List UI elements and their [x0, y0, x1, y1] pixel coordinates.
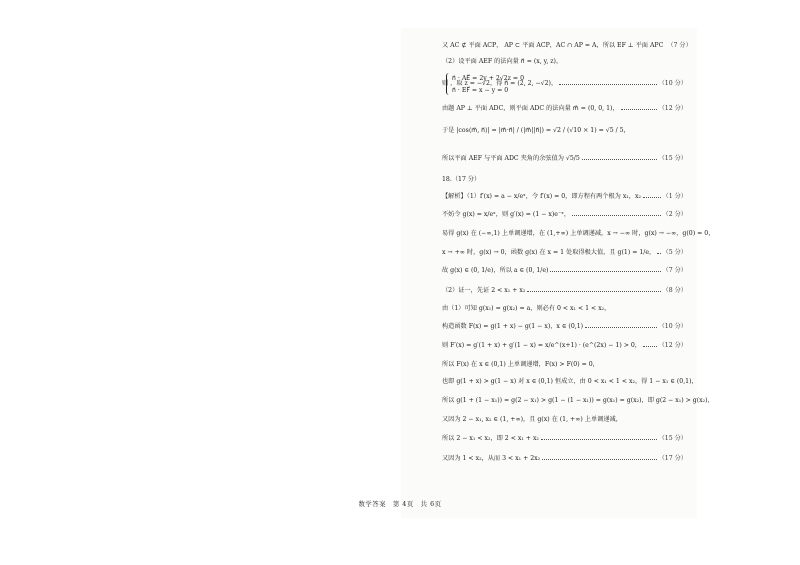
solution-text: 所以 2 − x₁ < x₂，即 2 < x₁ + x₂	[442, 435, 539, 442]
score-label: （12 分）	[658, 105, 687, 112]
score-label: （5 分）	[662, 249, 687, 256]
solution-text: （2）证一，先证 2 < x₁ + x₂	[442, 287, 526, 294]
dot-leader	[643, 196, 661, 198]
solution-text: 又因为 1 < x₂，从而 3 < x₁ + 2x₂	[442, 455, 541, 462]
solution-line	[442, 80, 687, 88]
solution-text: 所以平面 AEF 与平面 ADC 夹角的余弦值为 √5/5	[442, 155, 580, 162]
solution-text: 也即 g(1 + x) > g(1 − x) 对 x ∈ (0,1) 恒成立，由 0 < x₁ < 1 < x₂，得 1 − x₁ ∈ (0,1)，	[442, 378, 698, 385]
solution-line	[442, 342, 687, 350]
solution-text: 又因为 2 − x₁, x₂ ∈ (1, +∞)，且 g(x) 在 (1, +∞) 上单调递减，	[442, 416, 622, 423]
dot-leader	[657, 252, 660, 254]
solution-text: x → +∞ 时，g(x) → 0，函数 g(x) 在 x = 1 处取得极大值，且 g(1) = 1/e，	[442, 249, 656, 256]
solution-text: 不妨令 g(x) = x/eˣ，则 g′(x) = (1 − x)e⁻ˣ，	[442, 211, 571, 218]
equation-system-row: n⃗ · AE⃗ = 2y + 2√2z = 0	[452, 75, 524, 82]
dot-leader	[559, 83, 656, 85]
equation-system-row: n⃗ · EF⃗ = x − y = 0	[452, 87, 509, 94]
solution-line	[442, 42, 692, 50]
dot-leader	[541, 438, 657, 440]
solution-line	[442, 105, 687, 113]
solution-line	[442, 361, 687, 369]
solution-line	[442, 455, 687, 463]
solution-text: 又 AC ⊄ 平面 ACP， AP ⊂ 平面 ACP，AC ∩ AP = A，所以 EF ⊥ 平面 APC	[442, 42, 664, 49]
solution-line	[442, 127, 687, 135]
dot-leader	[572, 214, 660, 216]
solution-text: 构造函数 F(x) = g(1 + x) − g(1 − x)，x ∈ (0,1)	[442, 323, 584, 330]
score-label: （8 分）	[662, 287, 687, 294]
solution-text: 则 ，取 z = −√2，得 n⃗ = (2, 2, −√2)，	[442, 80, 558, 87]
solution-text: 所以 g(1 + (1 − x₁)) = g(2 − x₁) > g(1 − (1 − x₁)) = g(x₁) = g(x₂)，即 g(2 − x₁) > g(x₂)，	[442, 397, 714, 404]
page-footer: 数学答案 第 4页 共 6页	[358, 500, 442, 508]
solution-text: 【解析】（1）f′(x) = a − x/eˣ，令 f′(x) = 0，即方程有两个根为 x₁，x₂	[442, 193, 641, 200]
solution-line	[442, 397, 714, 405]
solution-text: 由题 AP ⊥ 平面 ADC，则平面 ADC 的法向量 m⃗ = (0, 0, 1)，	[442, 105, 619, 112]
solution-text: 于是 |cos⟨m⃗, n⃗⟩| = |m⃗·n⃗| / (|m⃗||n⃗|) = √2 / (√10 × 1) = √5 / 5，	[442, 127, 630, 134]
score-label: （7 分）	[662, 267, 687, 274]
solution-text: 18.（17 分）	[442, 176, 481, 183]
dot-leader	[542, 458, 656, 460]
solution-line	[442, 249, 687, 257]
solution-line	[442, 323, 687, 331]
score-label: （15 分）	[658, 155, 687, 162]
solution-text: 易得 g(x) 在 (−∞,1) 上单调递增，在 (1,+∞) 上单调递减，x → −∞ 时，g(x) → −∞，g(0) = 0，	[442, 230, 715, 237]
solution-line	[442, 416, 687, 424]
score-label: （7 分）	[667, 42, 692, 49]
system-brace	[446, 73, 451, 95]
dot-leader	[643, 345, 657, 347]
dot-leader	[585, 326, 657, 328]
solution-text: 由（1）可知 g(x₁) = g(x₂) = a，则必有 0 < x₁ < 1 < x₂，	[442, 305, 611, 312]
solution-line	[442, 58, 687, 66]
solution-line	[442, 378, 698, 386]
dot-leader	[582, 158, 657, 160]
score-label: （17 分）	[658, 455, 687, 462]
score-label: （1 分）	[662, 193, 687, 200]
solution-line	[442, 305, 687, 313]
solution-line	[442, 287, 687, 295]
solution-line	[442, 267, 687, 275]
dot-leader	[550, 270, 660, 272]
solution-line	[442, 435, 687, 443]
score-label: （12 分）	[658, 342, 687, 349]
solution-text: 故 g(x) ∈ (0, 1/e)，所以 a ∈ (0, 1/e)	[442, 267, 549, 274]
dot-leader	[621, 108, 657, 110]
solution-line	[442, 193, 687, 201]
score-label: （15 分）	[658, 435, 687, 442]
score-label: （10 分）	[658, 80, 687, 87]
solution-text: 则 F′(x) = g′(1 + x) + g′(1 − x) = x/e^(x+1) · (e^(2x) − 1) > 0，	[442, 342, 641, 349]
solution-line	[442, 155, 687, 163]
solution-text: 所以 F(x) 在 x ∈ (0,1) 上单调递增，F(x) > F(0) = 0，	[442, 361, 599, 368]
solution-line	[442, 176, 687, 184]
dot-leader	[527, 290, 660, 292]
score-label: （2 分）	[662, 211, 687, 218]
solution-text: （2）设平面 AEF 的法向量 n⃗ = (x, y, z)，	[442, 58, 563, 65]
solution-line	[442, 211, 687, 219]
score-label: （10 分）	[658, 323, 687, 330]
solution-line	[442, 230, 715, 238]
